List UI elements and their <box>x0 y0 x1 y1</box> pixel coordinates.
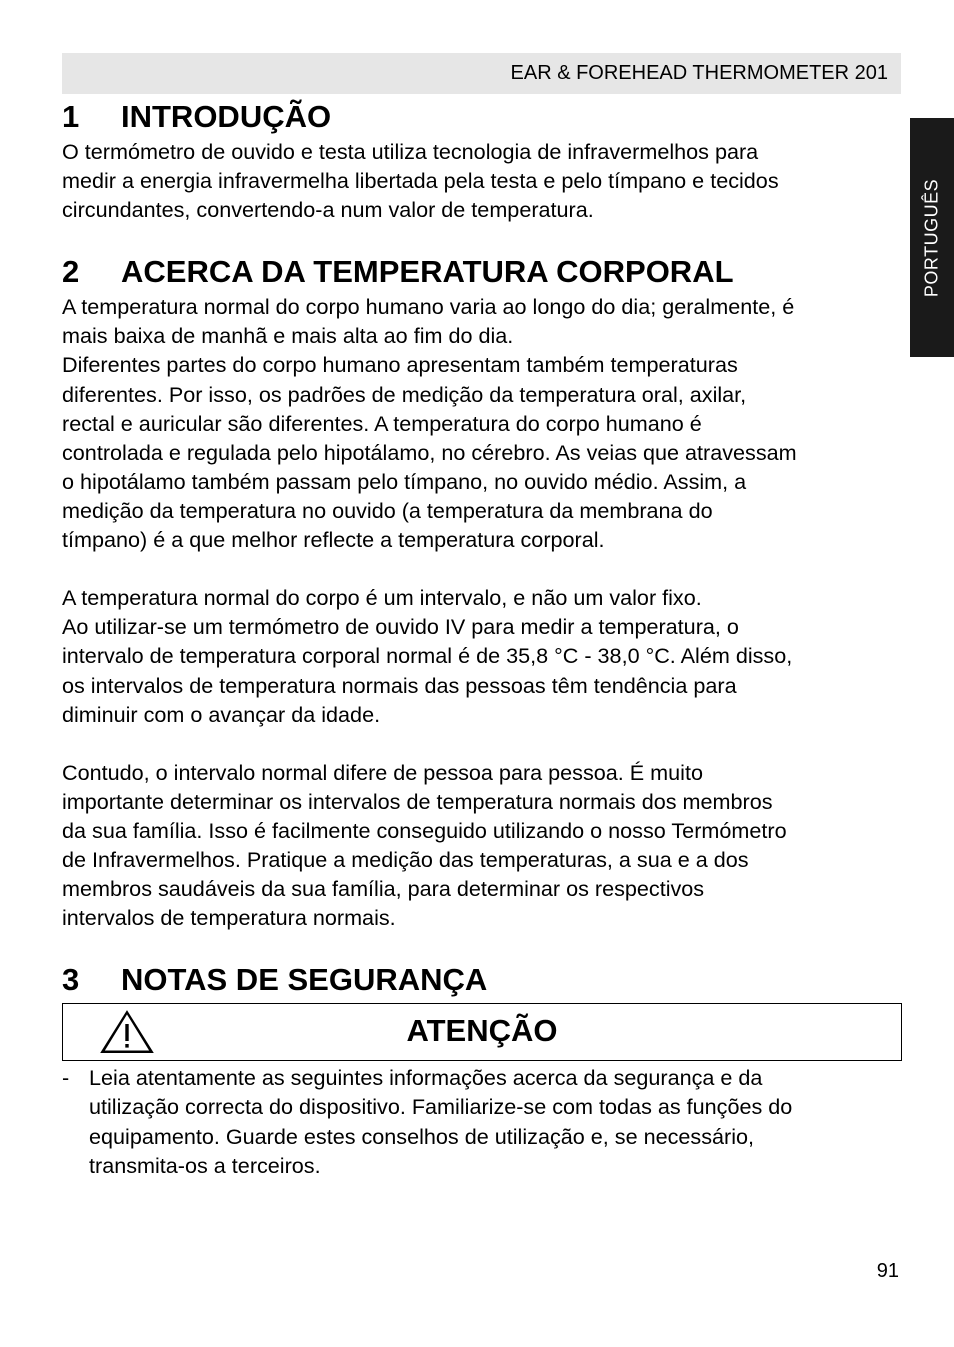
section-2-paragraph-2 <box>62 583 902 728</box>
text-line: controlada e regulada pelo hipotálamo, no cérebro. As veias que atravessam <box>62 439 797 465</box>
text-line: os intervalos de temperatura normais das pessoas têm tendência para <box>62 672 737 698</box>
section-heading-3 <box>62 960 902 1000</box>
text-line: Leia atentamente as seguintes informações acerca da segurança e da <box>89 1065 763 1091</box>
text-line: medir a energia infravermelha libertada pela testa e pelo tímpano e tecidos <box>62 168 779 194</box>
section-heading-1 <box>62 97 902 137</box>
text-line: diminuir com o avançar da idade. <box>62 701 381 727</box>
text-line: O termómetro de ouvido e testa utiliza tecnologia de infravermelhos para <box>62 139 759 164</box>
text-line: tímpano) é a que melhor reflecte a temperatura corporal. <box>62 527 605 553</box>
text-line: o hipotálamo também passam pelo tímpano, no ouvido médio. Assim, a <box>62 468 747 494</box>
text-line: circundantes, convertendo-a num valor de temperatura. <box>62 197 594 223</box>
text-line: intervalo de temperatura corporal normal é de 35,8 °C - 38,0 °C. Além disso, <box>62 643 793 669</box>
text-line: Ao utilizar-se um termómetro de ouvido IV para medir a temperatura, o <box>62 614 739 640</box>
language-tab <box>910 118 954 357</box>
page-number: 91 <box>876 1260 899 1282</box>
section-title: INTRODUÇÃO <box>121 99 332 134</box>
bullet-dash: - <box>62 1065 70 1091</box>
text-line: A temperatura normal do corpo é um intervalo, e não um valor fixo. <box>62 585 702 611</box>
text-line: utilização correcta do dispositivo. Familiarize-se com todas as funções do <box>89 1094 793 1120</box>
text-line: importante determinar os intervalos de temperatura normais dos membros <box>62 788 773 814</box>
section-number: 3 <box>62 962 80 998</box>
text-line: intervalos de temperatura normais. <box>62 905 396 931</box>
text-line: mais baixa de manhã e mais alta ao fim do dia. <box>62 323 514 349</box>
page-content <box>62 97 902 1180</box>
text-line: transmita-os a terceiros. <box>89 1152 321 1178</box>
text-line: diferentes. Por isso, os padrões de medição da temperatura oral, axilar, <box>62 381 747 407</box>
section-title: ACERCA DA TEMPERATURA CORPORAL <box>121 254 734 290</box>
bullet-text <box>89 1063 792 1179</box>
section-1-text <box>62 137 902 224</box>
header-bar <box>62 53 901 94</box>
text-line: medição da temperatura no ouvido (a temperatura da membrana do <box>62 497 713 523</box>
language-tab-label: PORTUGUÊS <box>921 178 942 297</box>
text-line: membros saudáveis da sua família, para determinar os respectivos <box>62 876 705 902</box>
section-2-paragraph-3 <box>62 758 902 933</box>
section-2-paragraph-1 <box>62 292 902 554</box>
text-line: rectal e auricular são diferentes. A temperatura do corpo humano é <box>62 410 702 436</box>
section-number: 2 <box>62 254 80 290</box>
text-line: Diferentes partes do corpo humano apresentam também temperaturas <box>62 352 738 378</box>
list-item <box>62 1063 902 1179</box>
section-number: 1 <box>62 99 80 134</box>
text-line: da sua família. Isso é facilmente conseguido utilizando o nosso Termómetro <box>62 817 787 843</box>
text-line: de Infravermelhos. Pratique a medição das temperaturas, a sua e a dos <box>62 847 749 873</box>
warning-box <box>62 1003 902 1061</box>
warning-title: ATENÇÃO <box>406 1013 558 1049</box>
text-line: equipamento. Guarde estes conselhos de utilização e, se necessário, <box>89 1123 755 1149</box>
section-heading-2 <box>62 252 902 292</box>
header-title: EAR & FOREHEAD THERMOMETER 201 <box>510 62 888 84</box>
text-line: A temperatura normal do corpo humano varia ao longo do dia; geralmente, é <box>62 294 795 320</box>
text-line: Contudo, o intervalo normal difere de pessoa para pessoa. É muito <box>62 759 703 785</box>
section-title: NOTAS DE SEGURANÇA <box>121 962 488 998</box>
